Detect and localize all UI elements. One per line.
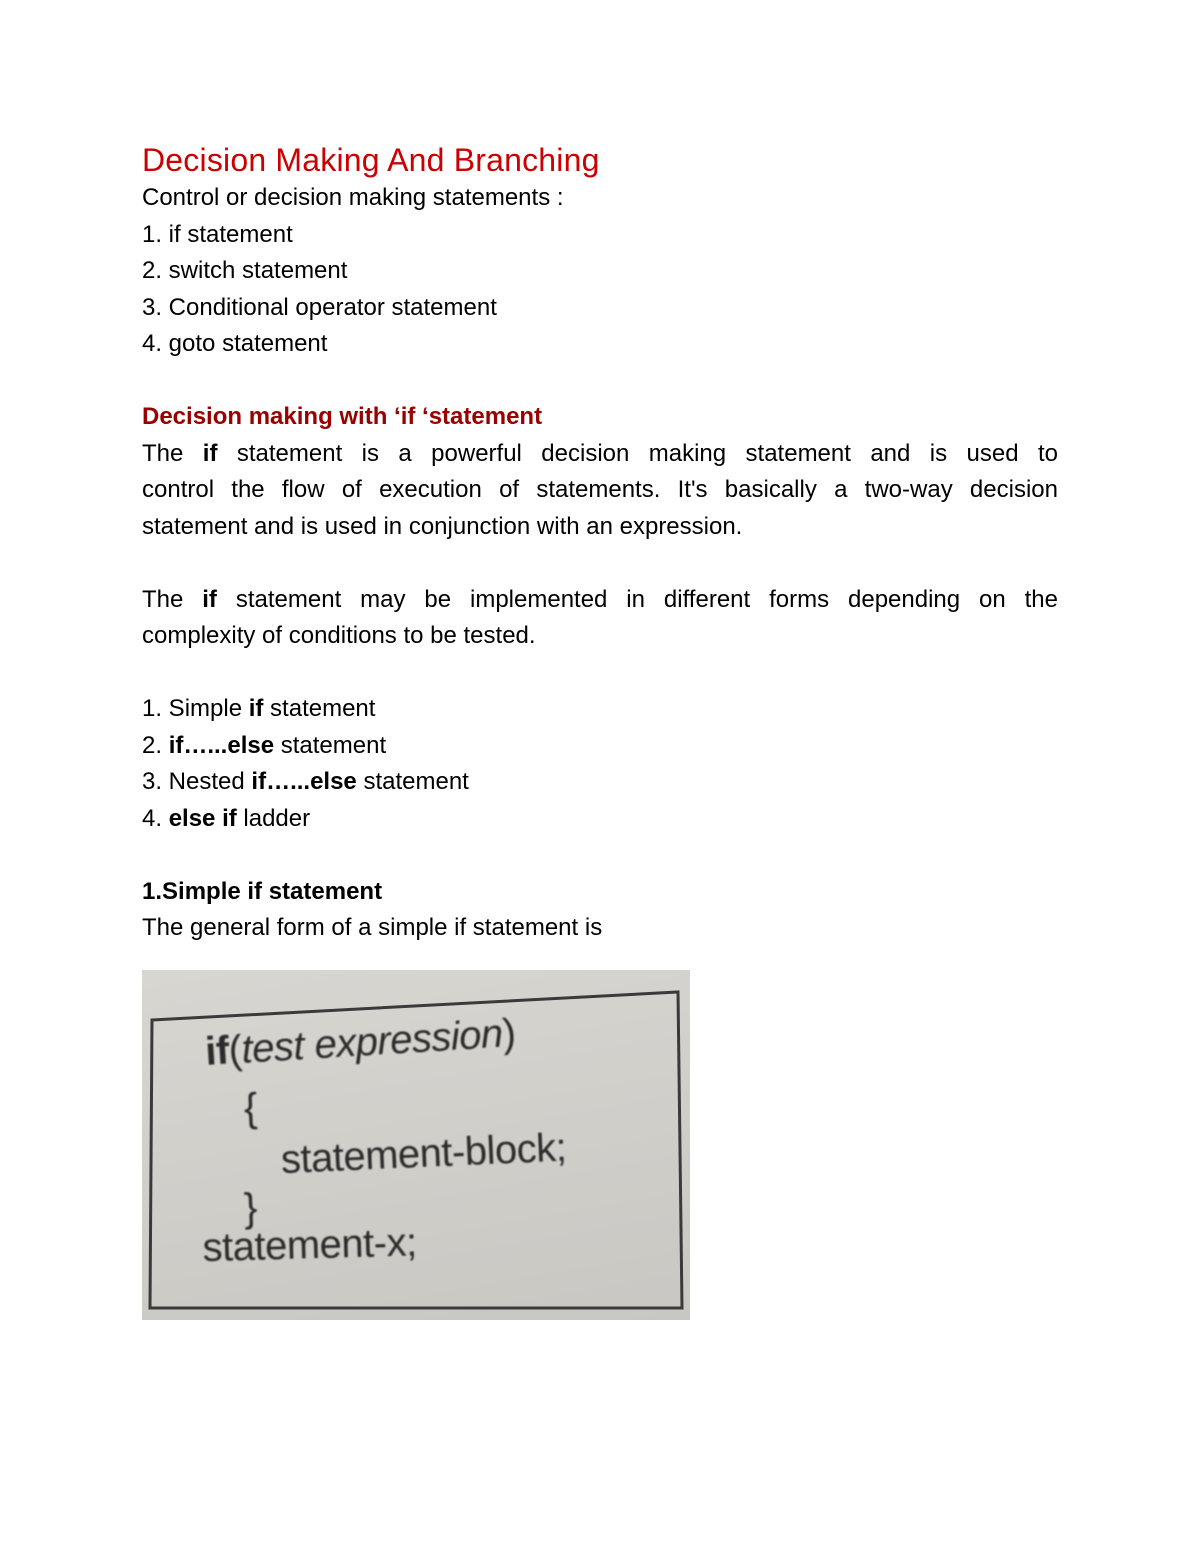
text: statement bbox=[263, 695, 376, 722]
text: The bbox=[142, 585, 203, 613]
paragraph-line bbox=[142, 582, 1058, 619]
if-description-paragraph bbox=[142, 436, 1058, 546]
spacer bbox=[142, 655, 1058, 692]
keyword: else if bbox=[168, 804, 237, 832]
simple-if-text: The general form of a simple if statement is bbox=[142, 914, 603, 941]
document-page bbox=[142, 140, 1058, 947]
keyword: if…...else bbox=[168, 731, 275, 759]
spacer bbox=[142, 545, 1058, 582]
paragraph-line: control the flow of execution of statements. It's basically a two-way decision bbox=[142, 476, 1058, 503]
text: ladder bbox=[236, 804, 311, 832]
forms-list-item bbox=[142, 728, 1058, 765]
paragraph-line: complexity of conditions to be tested. bbox=[142, 622, 536, 649]
code-line-2: { bbox=[243, 1085, 258, 1131]
keyword: if bbox=[202, 439, 218, 467]
text: 4. bbox=[142, 804, 169, 832]
code-text: ) bbox=[501, 1011, 517, 1056]
forms-list-item bbox=[142, 801, 1058, 838]
intro-list-item: 4. goto statement bbox=[142, 330, 328, 357]
code-box bbox=[148, 990, 684, 1312]
forms-list-item bbox=[142, 764, 1058, 801]
keyword: if bbox=[248, 695, 264, 722]
intro-lead: Control or decision making statements : bbox=[142, 184, 564, 211]
intro-list-item: 2. switch statement bbox=[142, 257, 348, 284]
code-syntax-photo bbox=[142, 970, 690, 1320]
spacer bbox=[142, 837, 1058, 874]
text: statement bbox=[274, 731, 387, 759]
code-keyword: if bbox=[204, 1028, 231, 1074]
paragraph-line: statement and is used in conjunction with an expression. bbox=[142, 512, 743, 540]
spacer bbox=[142, 363, 1058, 400]
simple-if-heading: 1.Simple if statement bbox=[142, 877, 383, 905]
text: The bbox=[142, 439, 203, 467]
code-line-3: statement-block; bbox=[280, 1125, 568, 1182]
forms-list-item bbox=[142, 691, 1058, 728]
paragraph-line bbox=[142, 436, 1058, 473]
keyword: if…...else bbox=[251, 768, 357, 795]
code-text: ( bbox=[227, 1027, 243, 1073]
code-expression: test expression bbox=[240, 1011, 504, 1072]
text: 3. Nested bbox=[142, 768, 252, 795]
text: statement may be implemented in different forms depending on the bbox=[216, 585, 1058, 613]
keyword: if bbox=[202, 585, 217, 613]
code-line-5: statement-x; bbox=[202, 1220, 418, 1270]
intro-list-item: 1. if statement bbox=[142, 220, 293, 248]
code-line-4: } bbox=[243, 1185, 258, 1231]
text: 1. Simple bbox=[142, 695, 249, 722]
page-title: Decision Making And Branching bbox=[142, 142, 600, 178]
intro-list-item: 3. Conditional operator statement bbox=[142, 293, 497, 321]
text: 2. bbox=[142, 731, 169, 759]
text: statement is a powerful decision making statement and is used to bbox=[217, 439, 1059, 467]
section-heading-if: Decision making with ‘if ‘statement bbox=[142, 403, 543, 430]
text: statement bbox=[356, 768, 469, 795]
if-forms-paragraph bbox=[142, 582, 1058, 655]
